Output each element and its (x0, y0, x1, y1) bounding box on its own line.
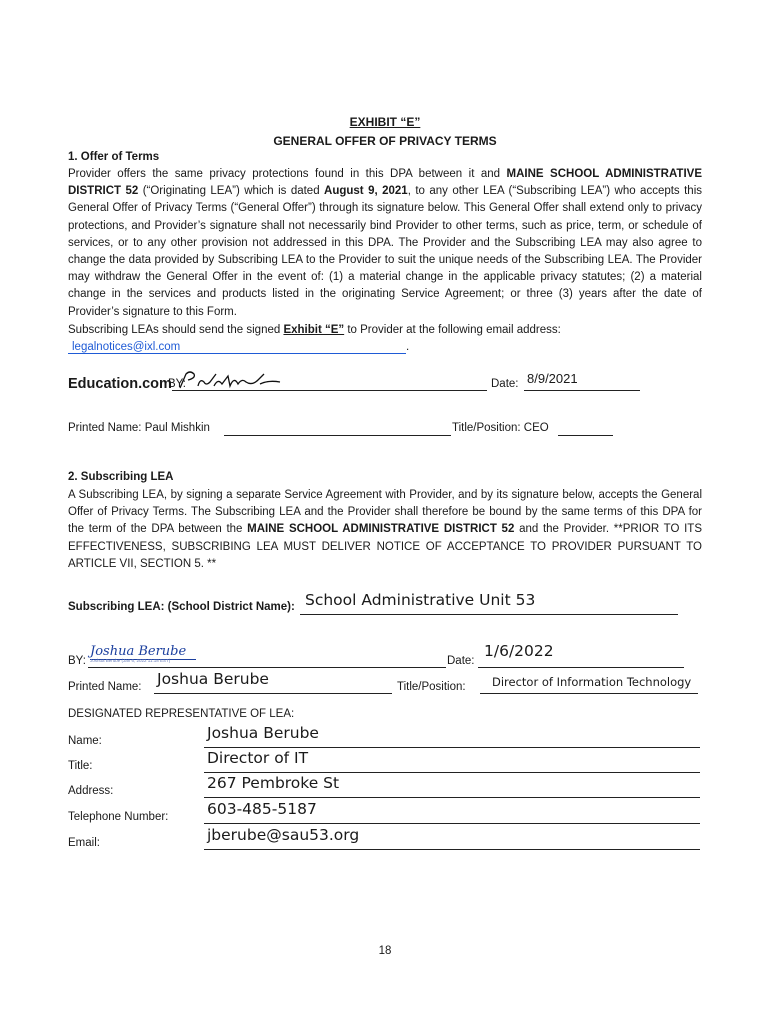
designated-name-label: Name: (68, 735, 102, 747)
lea-printed-name-label: Printed Name: (68, 681, 142, 693)
lea-date-value[interactable]: 1/6/2022 (484, 642, 554, 660)
provider-company: Education.com (68, 376, 172, 392)
designated-phone-line (204, 823, 700, 824)
designated-title-label: Title: (68, 760, 93, 772)
section-2-title: . Subscribing LEA (74, 471, 174, 483)
lea-date-line (478, 667, 684, 668)
provider-signature-image (176, 368, 286, 392)
designated-email-label: Email: (68, 837, 100, 849)
designated-email-value[interactable]: jberube@sau53.org (207, 826, 360, 844)
s1-text-c: (“Originating LEA”) which is dated (138, 185, 325, 198)
s1-text-a: Provider offers the same privacy protections found in this DPA between it and (68, 168, 507, 180)
provider-printed-name: Printed Name: Paul Mishkin (68, 422, 210, 434)
designated-heading: DESIGNATED REPRESENTATIVE OF LEA: (68, 708, 295, 720)
lea-title-line (480, 693, 698, 694)
lea-date-label: Date: (447, 655, 475, 667)
section-1-heading (68, 151, 159, 163)
lea-signature-stamp: Joshua Berube (Jan 6, 2022 11:18 EST) (90, 658, 171, 663)
designated-address-value[interactable]: 267 Pembroke St (207, 774, 340, 792)
provider-date-label: Date: (491, 378, 519, 390)
designated-address-label: Address: (68, 785, 114, 797)
lea-title-value[interactable]: Director of Information Technology (492, 675, 692, 689)
s2-text-a: A Subscribing LEA, by signing a separate Service Agreement with Provider, and by its signature below, accepts the General Offer of Privacy Terms. The Subscribing LEA and the Provider shall therefore be bound by the same terms of this DPA for the term of the DPA between the (68, 489, 702, 536)
section-2-heading (68, 471, 173, 483)
provider-date-value: 8/9/2021 (527, 371, 578, 386)
provider-title-line (558, 435, 613, 436)
exhibit-subtitle: GENERAL OFFER OF PRIVACY TERMS (273, 134, 497, 148)
lea-title-label: Title/Position: (397, 681, 466, 693)
lea-printed-name-line (154, 693, 392, 694)
section-1-title: . Offer of Terms (74, 151, 160, 163)
s2-text-c: and the Provider. **PRIOR TO ITS EFFECTIVENESS, SUBSCRIBING LEA MUST DELIVER NOTICE OF ACCEPTANCE TO PROVIDER PURSUANT TO ARTICLE VII, SECTION 5. ** (68, 523, 703, 570)
send-instructions (68, 324, 561, 336)
designated-email-line (204, 849, 700, 850)
lea-signature-line (88, 667, 446, 668)
provider-email-link[interactable]: legalnotices@ixl.com (68, 341, 406, 354)
email-period: . (406, 341, 410, 353)
lea-signature[interactable]: Joshua Berube (90, 644, 196, 660)
section-2-paragraph (68, 487, 702, 573)
section-2-number: 2 (68, 471, 75, 483)
section-1-paragraph (68, 166, 702, 321)
s1-originating-lea: MAINE SCHOOL ADMINISTRATIVE DISTRICT 52 (68, 168, 702, 198)
s1-date: August 9, 2021 (324, 185, 408, 198)
email-line (68, 341, 409, 354)
provider-by-label: BY: (168, 378, 186, 390)
subscribing-lea-line (300, 614, 678, 615)
s2-originating-lea: MAINE SCHOOL ADMINISTRATIVE DISTRICT 52 (247, 523, 515, 536)
designated-title-value[interactable]: Director of IT (207, 749, 309, 767)
s1-text-e: , to any other LEA (“Subscribing LEA”) who accepts this General Offer of Privacy Terms (“General Offer”) through its signature below. This General Offer shall extend only to privacy protections, and Provider’s signature shall not necessarily bind Provider to other terms, such as price, term, or schedule of services, or to any other provision not addressed in this DPA. The Provider and the Subscribing LEA may also agree to change the data provided by Subscribing LEA to the Provider to suit the unique needs of the Subscribing LEA. The Provider may withdraw the General Offer in the event of: (1) a material change in the applicable privacy statutes; (2) a material change in the services and products listed in the originating Service Agreement; or three (3) years after the date of Provider’s signature to this Form. (68, 185, 703, 318)
exhibit-title: EXHIBIT “E” (349, 115, 421, 129)
designated-name-line (204, 747, 700, 748)
send-text-c: to Provider at the following email address: (344, 324, 561, 336)
send-exhibit-ref: Exhibit “E” (283, 324, 345, 336)
provider-printed-name-line (224, 435, 451, 436)
send-text-a: Subscribing LEAs should send the signed (68, 324, 284, 336)
designated-phone-value[interactable]: 603-485-5187 (207, 800, 317, 818)
page-number: 18 (378, 945, 392, 957)
designated-name-value[interactable]: Joshua Berube (207, 724, 319, 742)
lea-printed-name-value[interactable]: Joshua Berube (157, 670, 269, 688)
subscribing-lea-value[interactable]: School Administrative Unit 53 (305, 591, 536, 609)
section-1-number: 1 (68, 151, 75, 163)
designated-title-line (204, 772, 700, 773)
subscribing-lea-label: Subscribing LEA: (School District Name): (68, 601, 295, 613)
provider-title: Title/Position: CEO (452, 422, 549, 434)
designated-address-line (204, 797, 700, 798)
designated-phone-label: Telephone Number: (68, 811, 169, 823)
provider-date-line (524, 390, 640, 391)
lea-by-label: BY: (68, 655, 86, 667)
